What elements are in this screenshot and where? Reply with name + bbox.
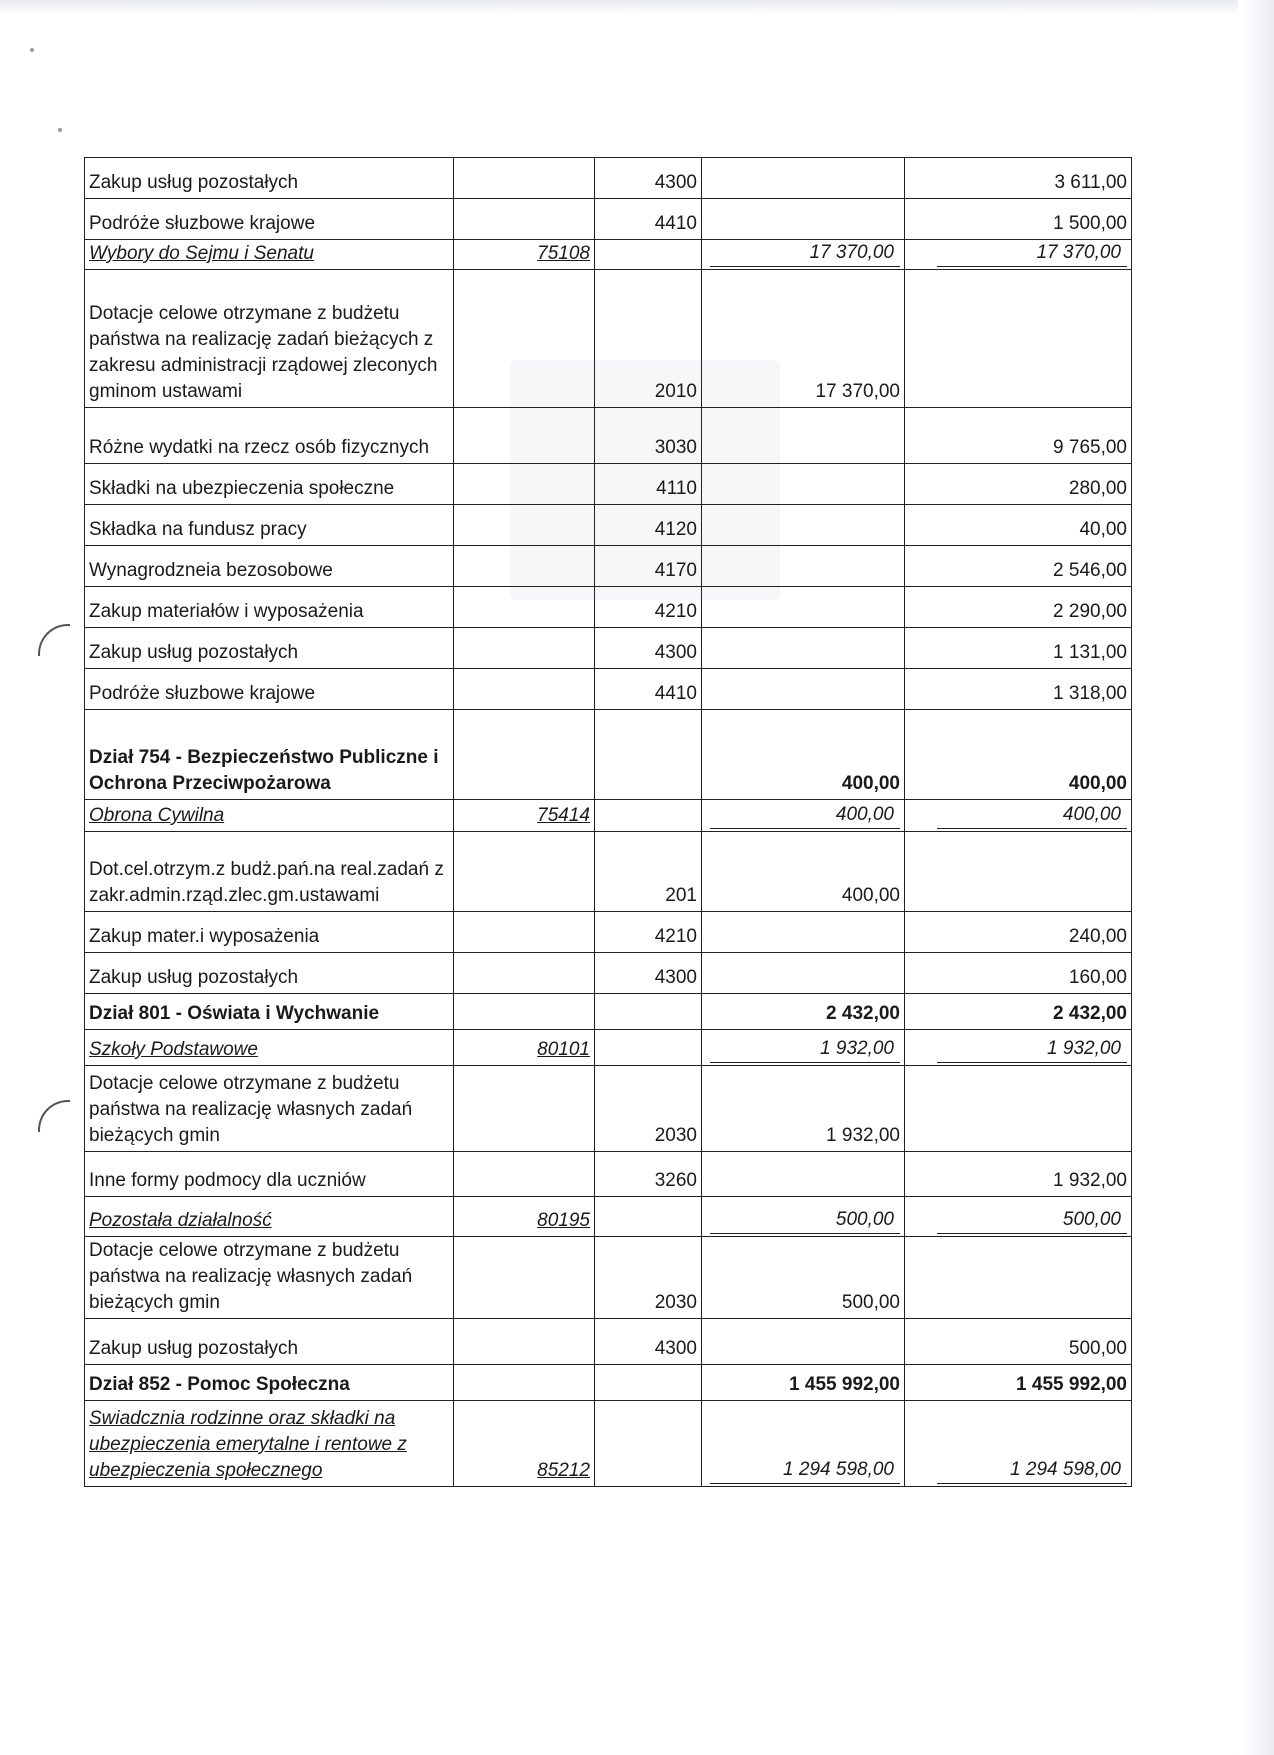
table-row xyxy=(85,505,1132,546)
row-paragraph xyxy=(595,800,702,832)
row-income xyxy=(702,587,905,628)
row-name: Podróże słuzbowe krajowe xyxy=(85,199,454,240)
row-name-text: Swiadcznia rodzinne oraz składki na ubezpieczenia emerytalne i rentowe z ubezpieczenia społecznego xyxy=(89,1408,407,1481)
row-expense xyxy=(905,270,1132,408)
row-name xyxy=(85,800,454,832)
table-row xyxy=(85,408,1132,464)
row-expense: 1 131,00 xyxy=(905,628,1132,669)
row-name-text: Szkoły Podstawowe xyxy=(89,1039,258,1060)
row-income xyxy=(702,408,905,464)
row-paragraph xyxy=(595,1365,702,1401)
row-name: Zakup usług pozostałych xyxy=(85,158,454,199)
row-income xyxy=(702,628,905,669)
row-expense: 2 546,00 xyxy=(905,546,1132,587)
table-row xyxy=(85,953,1132,994)
row-chapter xyxy=(454,1237,595,1319)
row-paragraph: 2010 xyxy=(595,270,702,408)
row-chapter-text: 75108 xyxy=(537,243,590,264)
row-name: Dotacje celowe otrzymane z budżetu państwa na realizację własnych zadań bieżących gmin xyxy=(85,1237,454,1319)
row-paragraph: 4300 xyxy=(595,953,702,994)
table-row-subsection xyxy=(85,240,1132,270)
row-chapter xyxy=(454,1197,595,1237)
table-row-department xyxy=(85,1365,1132,1401)
row-name: Zakup usług pozostałych xyxy=(85,953,454,994)
row-chapter xyxy=(454,710,595,800)
row-chapter xyxy=(454,270,595,408)
row-expense: 40,00 xyxy=(905,505,1132,546)
row-name xyxy=(85,1401,454,1487)
row-expense-text: 1 294 598,00 xyxy=(937,1457,1127,1484)
row-name: Zakup mater.i wyposażenia xyxy=(85,912,454,953)
row-paragraph xyxy=(595,710,702,800)
row-expense: 400,00 xyxy=(905,710,1132,800)
punch-hole-mark xyxy=(38,624,70,656)
row-income xyxy=(702,669,905,710)
row-paragraph: 4410 xyxy=(595,199,702,240)
row-expense xyxy=(905,832,1132,912)
row-chapter xyxy=(454,994,595,1030)
row-paragraph: 3260 xyxy=(595,1152,702,1197)
row-name: Zakup usług pozostałych xyxy=(85,1319,454,1365)
row-income xyxy=(702,505,905,546)
row-paragraph: 4210 xyxy=(595,912,702,953)
row-name: Podróże słuzbowe krajowe xyxy=(85,669,454,710)
table-row xyxy=(85,628,1132,669)
row-name: Zakup materiałów i wyposażenia xyxy=(85,587,454,628)
row-name xyxy=(85,1197,454,1237)
row-income-text: 400,00 xyxy=(710,802,900,829)
row-name: Dotacje celowe otrzymane z budżetu państwa na realizację zadań bieżących z zakresu administracji rządowej zleconych gminom ustawami xyxy=(85,270,454,408)
row-expense: 9 765,00 xyxy=(905,408,1132,464)
row-name xyxy=(85,240,454,270)
row-paragraph: 3030 xyxy=(595,408,702,464)
row-expense: 3 611,00 xyxy=(905,158,1132,199)
table-row xyxy=(85,270,1132,408)
row-paragraph: 2030 xyxy=(595,1066,702,1152)
table-row xyxy=(85,912,1132,953)
row-chapter xyxy=(454,628,595,669)
row-paragraph: 4300 xyxy=(595,1319,702,1365)
row-income: 1 932,00 xyxy=(702,1066,905,1152)
row-chapter-text: 80101 xyxy=(537,1039,590,1060)
row-expense-text: 400,00 xyxy=(937,802,1127,829)
table-row-subsection xyxy=(85,1197,1132,1237)
row-paragraph xyxy=(595,240,702,270)
row-expense: 1 932,00 xyxy=(905,1152,1132,1197)
row-income xyxy=(702,546,905,587)
row-name-text: Pozostała działalność xyxy=(89,1210,272,1231)
row-chapter-text: 75414 xyxy=(537,805,590,826)
row-income: 2 432,00 xyxy=(702,994,905,1030)
row-paragraph: 4170 xyxy=(595,546,702,587)
row-expense xyxy=(905,1066,1132,1152)
row-name: Wynagrodzneia bezosobowe xyxy=(85,546,454,587)
row-chapter xyxy=(454,953,595,994)
table-row xyxy=(85,546,1132,587)
row-income xyxy=(702,953,905,994)
row-chapter xyxy=(454,669,595,710)
row-name: Dotacje celowe otrzymane z budżetu państwa na realizację własnych zadań bieżących gmin xyxy=(85,1066,454,1152)
row-income xyxy=(702,1401,905,1487)
row-chapter xyxy=(454,1319,595,1365)
row-expense: 1 500,00 xyxy=(905,199,1132,240)
row-income: 17 370,00 xyxy=(702,270,905,408)
row-income xyxy=(702,158,905,199)
row-name-text: Obrona Cywilna xyxy=(89,805,225,826)
row-chapter xyxy=(454,832,595,912)
row-name: Składka na fundusz pracy xyxy=(85,505,454,546)
row-expense: 240,00 xyxy=(905,912,1132,953)
row-expense xyxy=(905,240,1132,270)
row-paragraph: 4300 xyxy=(595,628,702,669)
row-income: 400,00 xyxy=(702,832,905,912)
row-chapter xyxy=(454,240,595,270)
table-row xyxy=(85,1319,1132,1365)
row-paragraph: 4110 xyxy=(595,464,702,505)
row-chapter xyxy=(454,1066,595,1152)
row-income xyxy=(702,240,905,270)
row-income xyxy=(702,1152,905,1197)
table-row-subsection xyxy=(85,800,1132,832)
row-expense xyxy=(905,800,1132,832)
row-paragraph: 4120 xyxy=(595,505,702,546)
row-name: Inne formy podmocy dla uczniów xyxy=(85,1152,454,1197)
table-row xyxy=(85,464,1132,505)
row-name: Składki na ubezpieczenia społeczne xyxy=(85,464,454,505)
row-expense: 1 318,00 xyxy=(905,669,1132,710)
row-chapter-text: 80195 xyxy=(537,1210,590,1231)
row-chapter xyxy=(454,158,595,199)
row-name: Zakup usług pozostałych xyxy=(85,628,454,669)
row-name: Dział 852 - Pomoc Społeczna xyxy=(85,1365,454,1401)
punch-hole-mark xyxy=(38,1100,70,1132)
budget-table xyxy=(84,157,1132,1487)
row-income: 1 455 992,00 xyxy=(702,1365,905,1401)
row-expense: 2 432,00 xyxy=(905,994,1132,1030)
table-row-department xyxy=(85,710,1132,800)
row-name-text: Wybory do Sejmu i Senatu xyxy=(89,243,314,264)
row-expense xyxy=(905,1401,1132,1487)
table-row xyxy=(85,669,1132,710)
table-row xyxy=(85,199,1132,240)
row-paragraph: 201 xyxy=(595,832,702,912)
row-chapter xyxy=(454,1365,595,1401)
row-paragraph xyxy=(595,994,702,1030)
row-chapter xyxy=(454,912,595,953)
scan-right-edge xyxy=(1238,0,1274,1755)
row-chapter xyxy=(454,505,595,546)
table-row xyxy=(85,832,1132,912)
row-income xyxy=(702,464,905,505)
row-income-text: 17 370,00 xyxy=(710,240,900,267)
table-row xyxy=(85,1066,1132,1152)
row-expense: 160,00 xyxy=(905,953,1132,994)
row-expense: 500,00 xyxy=(905,1319,1132,1365)
row-paragraph: 2030 xyxy=(595,1237,702,1319)
row-expense-text: 1 932,00 xyxy=(937,1036,1127,1063)
row-paragraph: 4210 xyxy=(595,587,702,628)
row-income xyxy=(702,1030,905,1066)
scan-speck xyxy=(58,128,62,132)
row-chapter xyxy=(454,587,595,628)
row-name: Dział 754 - Bezpieczeństwo Publiczne i Ochrona Przeciwpożarowa xyxy=(85,710,454,800)
row-chapter xyxy=(454,1152,595,1197)
row-paragraph xyxy=(595,1030,702,1066)
table-row xyxy=(85,1237,1132,1319)
row-chapter-text: 85212 xyxy=(537,1460,590,1481)
row-name xyxy=(85,1030,454,1066)
row-income-text: 1 294 598,00 xyxy=(710,1457,900,1484)
row-name: Dział 801 - Oświata i Wychwanie xyxy=(85,994,454,1030)
row-expense-text: 500,00 xyxy=(937,1207,1127,1234)
row-income xyxy=(702,800,905,832)
row-expense-text: 17 370,00 xyxy=(937,240,1127,267)
row-income xyxy=(702,1319,905,1365)
table-row-subsection xyxy=(85,1401,1132,1487)
row-paragraph xyxy=(595,1401,702,1487)
row-income xyxy=(702,1197,905,1237)
row-income: 500,00 xyxy=(702,1237,905,1319)
table-row xyxy=(85,158,1132,199)
row-chapter xyxy=(454,1030,595,1066)
row-expense: 2 290,00 xyxy=(905,587,1132,628)
table-row-subsection xyxy=(85,1030,1132,1066)
row-name: Dot.cel.otrzym.z budż.pań.na real.zadań z zakr.admin.rząd.zlec.gm.ustawami xyxy=(85,832,454,912)
budget-table-body xyxy=(85,158,1132,1487)
row-income xyxy=(702,912,905,953)
row-chapter xyxy=(454,199,595,240)
row-income xyxy=(702,199,905,240)
row-income-text: 1 932,00 xyxy=(710,1036,900,1063)
row-income: 400,00 xyxy=(702,710,905,800)
table-row xyxy=(85,1152,1132,1197)
row-chapter xyxy=(454,546,595,587)
scan-speck xyxy=(30,48,34,52)
row-expense: 280,00 xyxy=(905,464,1132,505)
row-paragraph xyxy=(595,1197,702,1237)
row-expense xyxy=(905,1030,1132,1066)
row-chapter xyxy=(454,464,595,505)
table-row xyxy=(85,587,1132,628)
row-chapter xyxy=(454,800,595,832)
row-expense xyxy=(905,1237,1132,1319)
row-income-text: 500,00 xyxy=(710,1207,900,1234)
row-chapter xyxy=(454,1401,595,1487)
row-paragraph: 4300 xyxy=(595,158,702,199)
row-chapter xyxy=(454,408,595,464)
table-row-department xyxy=(85,994,1132,1030)
row-expense: 1 455 992,00 xyxy=(905,1365,1132,1401)
scan-top-edge xyxy=(0,0,1274,14)
row-paragraph: 4410 xyxy=(595,669,702,710)
row-expense xyxy=(905,1197,1132,1237)
row-name: Różne wydatki na rzecz osób fizycznych xyxy=(85,408,454,464)
